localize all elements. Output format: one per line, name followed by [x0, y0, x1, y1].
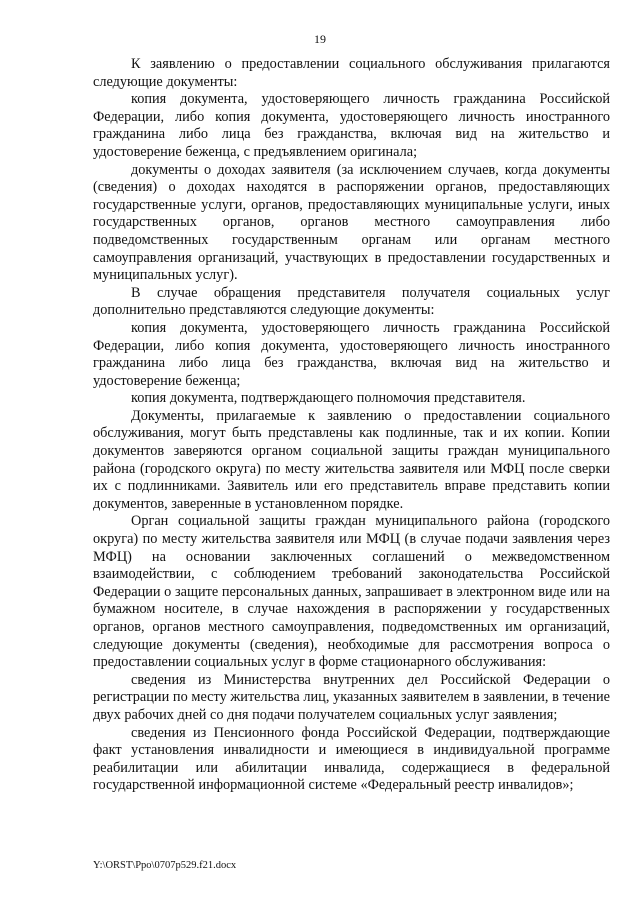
paragraph-3: документы о доходах заявителя (за исключением случаев, когда документы (сведения) о доходах находятся в распоряжении органов, предоставляющих государственные услуги, органов, предоставляющих муниципальные услуги, иных государственных органов, органов местного самоуправления либо подведомственных государственным органам или органам местного самоуправления организаций, участвующих в предоставлении государственных и муниципальных услуг). [93, 161, 610, 284]
paragraph-6: копия документа, подтверждающего полномочия представителя. [131, 390, 526, 407]
document-body [93, 56, 610, 795]
paragraph-4: В случае обращения представителя получателя социальных услуг дополнительно представляются следующие документы: [93, 284, 610, 319]
paragraph-7: Документы, прилагаемые к заявлению о предоставлении социального обслуживания, могут быть представлены как подлинные, так и их копии. Копии документов заверяются органом социальной защиты граждан муниципального района (городского округа) по месту жительства заявителя или МФЦ после сверки их с подлинниками. Заявитель или его представитель вправе представить копии документов, заверенные в установленном порядке. [93, 407, 610, 512]
paragraph-9: сведения из Министерства внутренних дел Российской Федерации о регистрации по месту жительства лиц, указанных заявителем в заявлении, в течение двух рабочих дней со дня подачи получателем социальных услуг заявления; [93, 671, 610, 723]
paragraph-2: копия документа, удостоверяющего личность гражданина Российской Федерации, либо копия документа, удостоверяющего личность иностранного гражданина либо лица без гражданства, включая вид на жительство и удостоверение беженца, с предъявлением оригинала; [93, 91, 610, 160]
paragraph-5: копия документа, удостоверяющего личность гражданина Российской Федерации, либо копия документа, удостоверяющего личность иностранного гражданина либо лица без гражданства, включая вид на жительство и удостоверение беженца; [93, 319, 610, 389]
footer-file-path: Y:\ORST\Ppo\0707p529.f21.docx [93, 860, 237, 871]
paragraph-10: сведения из Пенсионного фонда Российской Федерации, подтверждающие факт установления инвалидности и имеющиеся в индивидуальной программе реабилитации или абилитации инвалида, содержащиеся в федеральной государственной информационной системе «Федеральный реестр инвалидов»; [93, 724, 610, 794]
paragraph-8: Орган социальной защиты граждан муниципального района (городского округа) по месту жительства заявителя или МФЦ (в случае подачи заявления через МФЦ) на основании заключенных соглашений о межведомственном взаимодействии, с соблюдением требований законодательства Российской Федерации о защите персональных данных, запрашивает в электронном виде или на бумажном носителе, в случае нахождения в распоряжении у государственных органов, органов местного самоуправления, подведомственных им организаций, следующие документы (сведения), необходимые для рассмотрения вопроса о предоставлении социальных услуг в форме стационарного обслуживания: [93, 513, 610, 671]
page-number: 19 [314, 32, 326, 46]
paragraph-1: К заявлению о предоставлении социального обслуживания прилагаются следующие документы: [93, 56, 610, 90]
